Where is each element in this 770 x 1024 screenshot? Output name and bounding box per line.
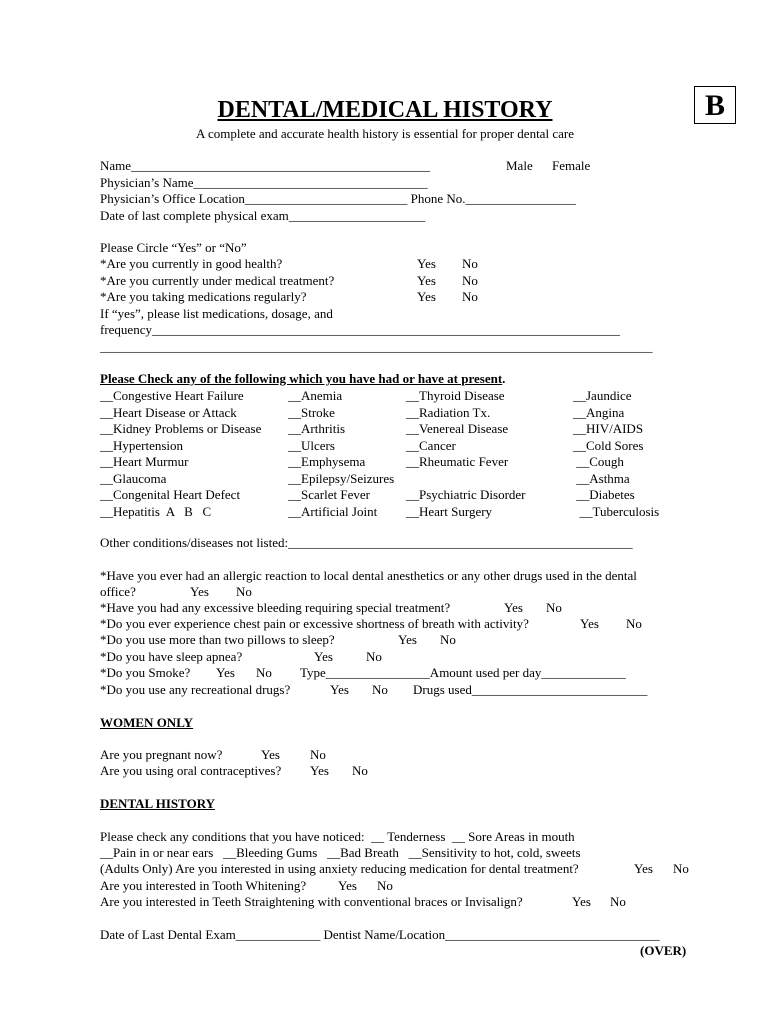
- last-dental-exam-field[interactable]: Date of Last Dental Exam_____________ Dentist Name/Location_________________________________: [100, 927, 660, 942]
- condition-item[interactable]: __Cough: [573, 454, 624, 469]
- contraceptives-yes[interactable]: Yes: [310, 763, 329, 778]
- chest-pain-yes[interactable]: Yes: [580, 616, 599, 631]
- circle-instruction: Please Circle “Yes” or “No”: [100, 240, 247, 255]
- condition-item[interactable]: __Stroke: [288, 404, 335, 420]
- condition-item[interactable]: __Heart Surgery: [406, 503, 493, 519]
- conditions-column-1: [100, 388, 261, 520]
- over-note: (OVER): [640, 943, 687, 958]
- condition-item[interactable]: __Heart Murmur: [100, 454, 189, 469]
- bleeding-no[interactable]: No: [546, 600, 562, 615]
- question-good-health: *Are you currently in good health?: [100, 256, 283, 271]
- pregnant-no[interactable]: No: [310, 747, 326, 762]
- conditions-column-2: [288, 388, 394, 520]
- medications-yes[interactable]: Yes: [417, 289, 436, 304]
- question-medications: *Are you taking medications regularly?: [100, 289, 307, 304]
- smoke-no[interactable]: No: [256, 665, 272, 680]
- condition-item[interactable]: __Anemia: [288, 388, 343, 403]
- condition-item[interactable]: __Jaundice: [573, 388, 632, 403]
- question-allergy-cont: office?: [100, 584, 136, 599]
- conditions-column-3: [406, 388, 526, 520]
- good-health-yes[interactable]: Yes: [417, 256, 436, 271]
- condition-item[interactable]: __Scarlet Fever: [288, 487, 370, 502]
- tooth-whitening-no[interactable]: No: [377, 878, 393, 893]
- dental-history-heading: DENTAL HISTORY: [100, 796, 216, 811]
- medication-extra-line[interactable]: _____________________________________________________________________________________: [100, 339, 653, 354]
- allergy-yes[interactable]: Yes: [190, 584, 209, 599]
- question-allergy: *Have you ever had an allergic reaction to local dental anesthetics or any other drugs used in the dental: [100, 568, 637, 583]
- question-tooth-whitening: Are you interested in Tooth Whitening?: [100, 878, 307, 893]
- page-subtitle: A complete and accurate health history is essential for proper dental care: [196, 126, 574, 141]
- question-recreational-drugs: *Do you use any recreational drugs?: [100, 682, 291, 697]
- teeth-straightening-yes[interactable]: Yes: [572, 894, 591, 909]
- condition-item[interactable]: __Rheumatic Fever: [406, 454, 509, 469]
- chest-pain-no[interactable]: No: [626, 616, 642, 631]
- name-field[interactable]: Name______________________________________________: [100, 158, 431, 173]
- smoke-yes[interactable]: Yes: [216, 665, 235, 680]
- dental-conditions-line-1[interactable]: Please check any conditions that you have noticed: __ Tenderness __ Sore Areas in mouth: [100, 829, 575, 844]
- question-contraceptives: Are you using oral contraceptives?: [100, 763, 282, 778]
- physician-office-field[interactable]: Physician’s Office Location_________________________ Phone No._________________: [100, 191, 577, 206]
- question-chest-pain: *Do you ever experience chest pain or excessive shortness of breath with activity?: [100, 616, 529, 631]
- condition-item[interactable]: __Epilepsy/Seizures: [288, 470, 395, 486]
- condition-item[interactable]: __Diabetes: [573, 487, 635, 502]
- condition-item[interactable]: __HIV/AIDS: [573, 421, 644, 436]
- question-medical-treatment: *Are you currently under medical treatment?: [100, 273, 335, 288]
- page-title: DENTAL/MEDICAL HISTORY: [217, 97, 553, 123]
- gender-male-option[interactable]: Male: [506, 158, 533, 173]
- pillows-no[interactable]: No: [440, 632, 456, 647]
- sleep-apnea-yes[interactable]: Yes: [314, 649, 333, 664]
- gender-female-option[interactable]: Female: [552, 158, 591, 173]
- other-conditions-field[interactable]: Other conditions/diseases not listed:_____________________________________________________: [100, 535, 633, 550]
- drugs-used-field[interactable]: Drugs used___________________________: [413, 682, 648, 697]
- condition-item[interactable]: __Venereal Disease: [406, 421, 509, 436]
- condition-item[interactable]: __Cancer: [406, 437, 456, 453]
- condition-item[interactable]: __Angina: [573, 404, 625, 420]
- condition-item[interactable]: __Cold Sores: [573, 437, 644, 453]
- question-sleep-apnea: *Do you have sleep apnea?: [100, 649, 243, 664]
- anxiety-medication-yes[interactable]: Yes: [634, 861, 653, 876]
- dental-conditions-line-2[interactable]: __Pain in or near ears __Bleeding Gums __Bad Breath __Sensitivity to hot, cold, sweets: [100, 845, 581, 860]
- medication-frequency-field[interactable]: frequency________________________________________________________________________: [100, 322, 620, 337]
- question-teeth-straightening: Are you interested in Teeth Straightening with conventional braces or Invisalign?: [100, 894, 523, 909]
- condition-item[interactable]: __Kidney Problems or Disease: [100, 421, 262, 436]
- condition-item[interactable]: __Thyroid Disease: [406, 388, 505, 403]
- drugs-no[interactable]: No: [372, 682, 388, 697]
- condition-item[interactable]: __Asthma: [573, 470, 630, 486]
- condition-item[interactable]: __Ulcers: [288, 437, 335, 453]
- condition-item[interactable]: __Psychiatric Disorder: [406, 487, 526, 502]
- pillows-yes[interactable]: Yes: [398, 632, 417, 647]
- question-pregnant: Are you pregnant now?: [100, 747, 223, 762]
- medications-no[interactable]: No: [462, 289, 478, 304]
- drugs-yes[interactable]: Yes: [330, 682, 349, 697]
- condition-item-empty: [406, 471, 526, 488]
- bleeding-yes[interactable]: Yes: [504, 600, 523, 615]
- allergy-no[interactable]: No: [236, 584, 252, 599]
- contraceptives-no[interactable]: No: [352, 763, 368, 778]
- condition-item[interactable]: __Tuberculosis: [573, 503, 660, 519]
- medication-list-label: If “yes”, please list medications, dosage, and: [100, 306, 333, 321]
- condition-item[interactable]: __Artificial Joint: [288, 503, 378, 519]
- condition-item[interactable]: __Hepatitis A B C: [100, 503, 212, 519]
- women-only-heading: WOMEN ONLY: [100, 715, 194, 730]
- conditions-heading: Please Check any of the following which you have had or have at present: [100, 371, 503, 386]
- question-bleeding: *Have you had any excessive bleeding requiring special treatment?: [100, 600, 451, 615]
- physician-name-field[interactable]: Physician’s Name____________________________________: [100, 175, 428, 190]
- medical-treatment-no[interactable]: No: [462, 273, 478, 288]
- teeth-straightening-no[interactable]: No: [610, 894, 626, 909]
- conditions-column-4: [573, 388, 659, 520]
- condition-item[interactable]: __Glaucoma: [100, 470, 167, 486]
- medical-treatment-yes[interactable]: Yes: [417, 273, 436, 288]
- condition-item[interactable]: __Arthritis: [288, 421, 346, 436]
- anxiety-medication-no[interactable]: No: [673, 861, 689, 876]
- condition-item[interactable]: __Radiation Tx.: [406, 404, 491, 420]
- condition-item[interactable]: __Congestive Heart Failure: [100, 388, 244, 403]
- good-health-no[interactable]: No: [462, 256, 478, 271]
- tooth-whitening-yes[interactable]: Yes: [338, 878, 357, 893]
- sleep-apnea-no[interactable]: No: [366, 649, 382, 664]
- question-smoke: *Do you Smoke?: [100, 665, 191, 680]
- condition-item[interactable]: __Congenital Heart Defect: [100, 487, 241, 502]
- last-physical-exam-field[interactable]: Date of last complete physical exam_____________________: [100, 208, 426, 223]
- pregnant-yes[interactable]: Yes: [261, 747, 280, 762]
- condition-item[interactable]: __Hypertension: [100, 437, 184, 453]
- smoke-type-amount-field[interactable]: Type________________Amount used per day_____________: [300, 665, 626, 680]
- condition-item[interactable]: __Heart Disease or Attack: [100, 404, 237, 420]
- question-anxiety-medication: (Adults Only) Are you interested in using anxiety reducing medication for dental treatment?: [100, 861, 579, 876]
- form-letter-badge: B: [694, 86, 736, 124]
- condition-item[interactable]: __Emphysema: [288, 454, 366, 469]
- question-pillows: *Do you use more than two pillows to sleep?: [100, 632, 335, 647]
